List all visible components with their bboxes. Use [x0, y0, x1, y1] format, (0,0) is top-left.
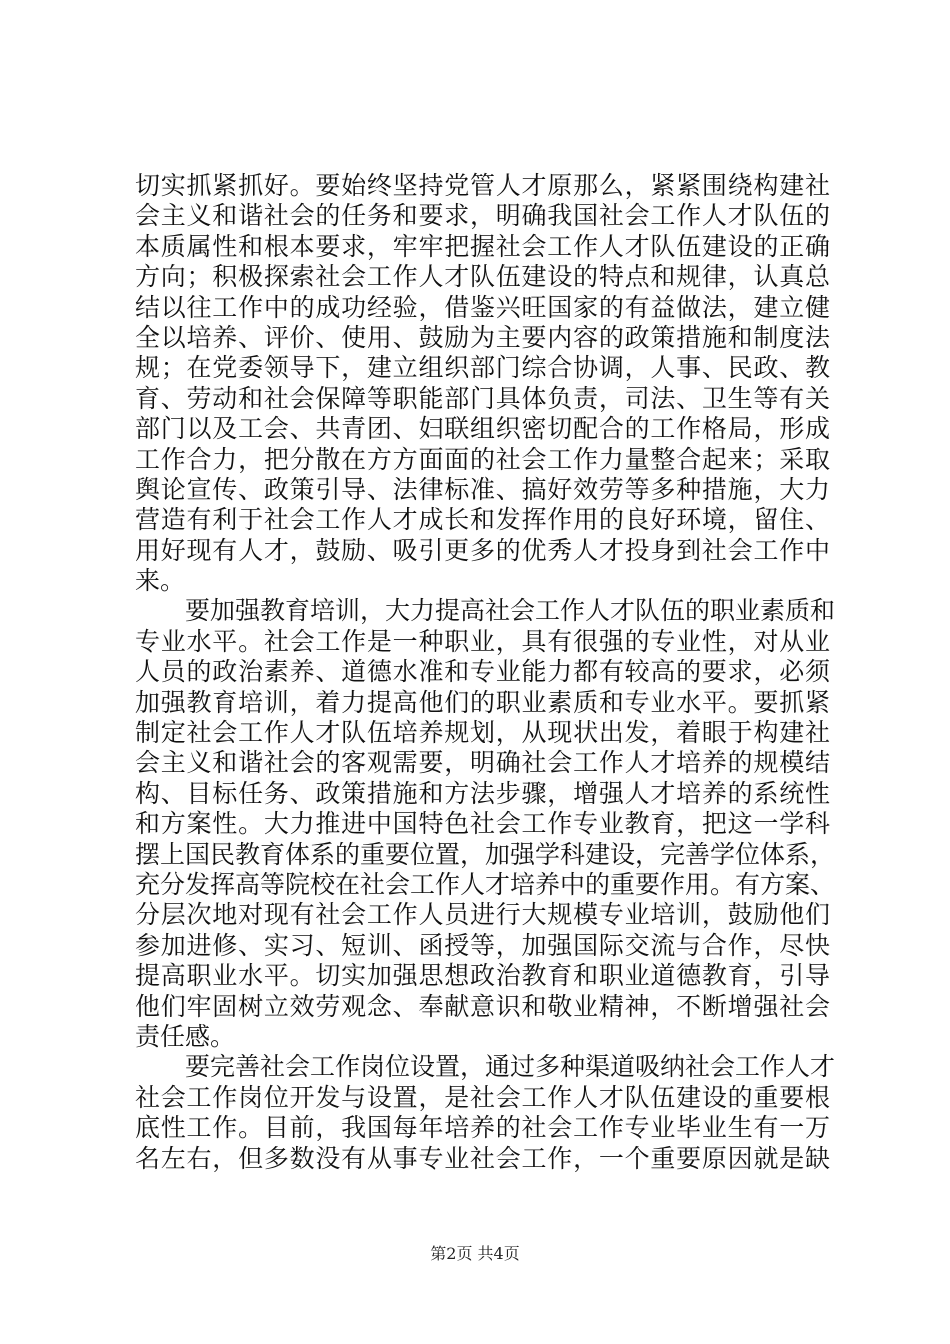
page-footer [0, 1244, 950, 1264]
text-line: 和方案性。大力推进中国特色社会工作专业教育，把这一学科 [135, 809, 830, 839]
paragraph-start-line: 要加强教育培训，大力提高社会工作人才队伍的职业素质和 [135, 596, 836, 626]
text-line: 他们牢固树立效劳观念、奉献意识和敬业精神，不断增强社会 [135, 991, 830, 1021]
text-line: 构、目标任务、政策措施和方法步骤，增强人才培养的系统性 [135, 778, 830, 808]
paragraph-end-line: 来。 [135, 566, 186, 596]
text-line: 工作合力，把分散在方方面面的社会工作力量整合起来；采取 [135, 444, 830, 474]
text-line: 底性工作。目前，我国每年培养的社会工作专业毕业生有一万 [135, 1113, 830, 1143]
text-line: 用好现有人才，鼓励、吸引更多的优秀人才投身到社会工作中 [135, 535, 830, 565]
text-line: 部门以及工会、共青团、妇联组织密切配合的工作格局，形成 [135, 414, 830, 444]
text-line: 社会工作岗位开发与设置，是社会工作人才队伍建设的重要根 [135, 1082, 830, 1112]
page-number-label: 第2页 共4页 [430, 1244, 520, 1263]
text-line: 参加进修、实习、短训、函授等，加强国际交流与合作，尽快 [135, 930, 830, 960]
text-line: 会主义和谐社会的任务和要求，明确我国社会工作人才队伍的 [135, 201, 830, 231]
text-line: 提高职业水平。切实加强思想政治教育和职业道德教育，引导 [135, 961, 830, 991]
text-line: 分层次地对现有社会工作人员进行大规模专业培训，鼓励他们 [135, 900, 830, 930]
text-line: 充分发挥高等院校在社会工作人才培养中的重要作用。有方案、 [135, 869, 836, 899]
text-line: 方向；积极探索社会工作人才队伍建设的特点和规律，认真总 [135, 262, 830, 292]
text-line: 营造有利于社会工作人才成长和发挥作用的良好环境，留住、 [135, 505, 830, 535]
text-line: 舆论宣传、政策引导、法律标准、搞好效劳等多种措施，大力 [135, 474, 830, 504]
text-line: 本质属性和根本要求，牢牢把握社会工作人才队伍建设的正确 [135, 231, 830, 261]
document-body [135, 171, 836, 1174]
text-line: 会主义和谐社会的客观需要，明确社会工作人才培养的规模结 [135, 748, 830, 778]
paragraph-start-line: 要完善社会工作岗位设置，通过多种渠道吸纳社会工作人才 [135, 1052, 836, 1082]
text-line: 切实抓紧抓好。要始终坚持党管人才原那么，紧紧围绕构建社 [135, 171, 830, 200]
text-line: 全以培养、评价、使用、鼓励为主要内容的政策措施和制度法 [135, 322, 830, 352]
text-line: 专业水平。社会工作是一种职业，具有很强的专业性，对从业 [135, 626, 830, 656]
text-line: 摆上国民教育体系的重要位置，加强学科建设，完善学位体系， [135, 839, 836, 869]
paragraph-end-line: 责任感。 [135, 1021, 236, 1051]
text-line: 名左右，但多数没有从事专业社会工作，一个重要原因就是缺 [135, 1143, 830, 1173]
text-line: 加强教育培训，着力提高他们的职业素质和专业水平。要抓紧 [135, 687, 830, 717]
text-line: 规；在党委领导下，建立组织部门综合协调，人事、民政、教 [135, 353, 830, 383]
text-line: 人员的政治素养、道德水准和专业能力都有较高的要求，必须 [135, 657, 830, 687]
text-line: 育、劳动和社会保障等职能部门具体负责，司法、卫生等有关 [135, 383, 830, 413]
text-line: 制定社会工作人才队伍培养规划，从现状出发，着眼于构建社 [135, 718, 830, 748]
text-line: 结以往工作中的成功经验，借鉴兴旺国家的有益做法，建立健 [135, 292, 830, 322]
